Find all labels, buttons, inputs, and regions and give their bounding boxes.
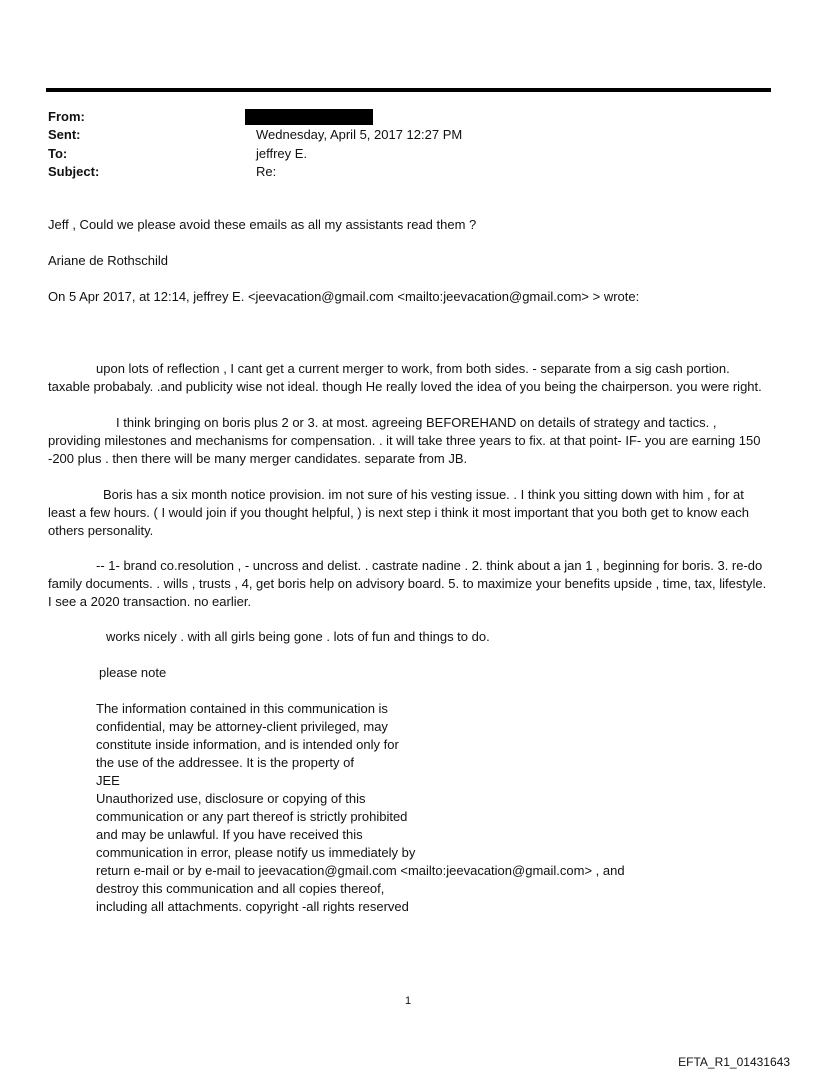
disclaimer-line: the use of the addressee. It is the property of <box>96 755 354 770</box>
sent-value: Wednesday, April 5, 2017 12:27 PM <box>256 127 463 142</box>
subject-label: Subject: <box>48 164 100 179</box>
header-rule <box>46 88 771 92</box>
sent-label: Sent: <box>48 127 81 142</box>
disclaimer-line: return e-mail or by e-mail to jeevacation@gmail.com <mailto:jeevacation@gmail.com> , and <box>96 863 625 878</box>
disclaimer-line: destroy this communication and all copies thereof, <box>96 881 385 896</box>
paragraph-3: Boris has a six month notice provision. im not sure of his vesting issue. . I think you sitting down with him , for at least a few hours. ( I would join if you thought helpful, ) is next step i think it most important that you both get to know each others personality. <box>48 487 749 538</box>
disclaimer-line: including all attachments. copyright -all rights reserved <box>96 899 409 914</box>
signature: Ariane de Rothschild <box>48 253 168 268</box>
from-label: From: <box>48 109 85 124</box>
subject-value: Re: <box>256 164 277 179</box>
quote-intro: On 5 Apr 2017, at 12:14, jeffrey E. <jeevacation@gmail.com <mailto:jeevacation@gmail.com> > wrote: <box>48 289 640 304</box>
paragraph-5: works nicely . with all girls being gone . lots of fun and things to do. <box>106 629 490 644</box>
page-number: 1 <box>404 995 412 1007</box>
disclaimer-line: and may be unlawful. If you have received this <box>96 827 363 842</box>
paragraph-1: upon lots of reflection , I cant get a current merger to work, from both sides. - separate from a sig cash portion. taxable probabaly. .and publicity wise not ideal. though He really loved the idea of you being the chairperson. you were right. <box>48 361 762 394</box>
disclaimer-line: JEE <box>96 773 120 788</box>
paragraph-2: I think bringing on boris plus 2 or 3. at most. agreeing BEFOREHAND on details of strategy and tactics. , providing milestones and mechanisms for compensation. . it will take three years to fix. at that point- IF- you are earning 150 -200 plus . then there will be many merger candidates. separate from JB. <box>48 415 761 466</box>
disclaimer-line: communication or any part thereof is strictly prohibited <box>96 809 408 824</box>
paragraph-6: please note <box>99 665 167 680</box>
to-label: To: <box>48 146 68 161</box>
disclaimer-line: communication in error, please notify us immediately by <box>96 845 416 860</box>
disclaimer-line: Unauthorized use, disclosure or copying of this <box>96 791 366 806</box>
disclaimer-line: The information contained in this communication is <box>96 701 388 716</box>
paragraph-4: -- 1- brand co.resolution , - uncross and delist. . castrate nadine . 2. think about a jan 1 , beginning for boris. 3. re-do family documents. . wills , trusts , 4, get boris help on advisory board. 5. to maximize your benefits upside , time, tax, lifestyle. I see a 2020 transaction. no earlier. <box>48 558 767 609</box>
disclaimer-line: confidential, may be attorney-client privileged, may <box>96 719 388 734</box>
to-value: jeffrey E. <box>256 146 308 161</box>
redaction-box <box>245 109 373 125</box>
reply-text: Jeff , Could we please avoid these emails as all my assistants read them ? <box>48 217 477 232</box>
disclaimer-line: constitute inside information, and is intended only for <box>96 737 399 752</box>
document-id: EFTA_R1_01431643 <box>678 1055 790 1069</box>
